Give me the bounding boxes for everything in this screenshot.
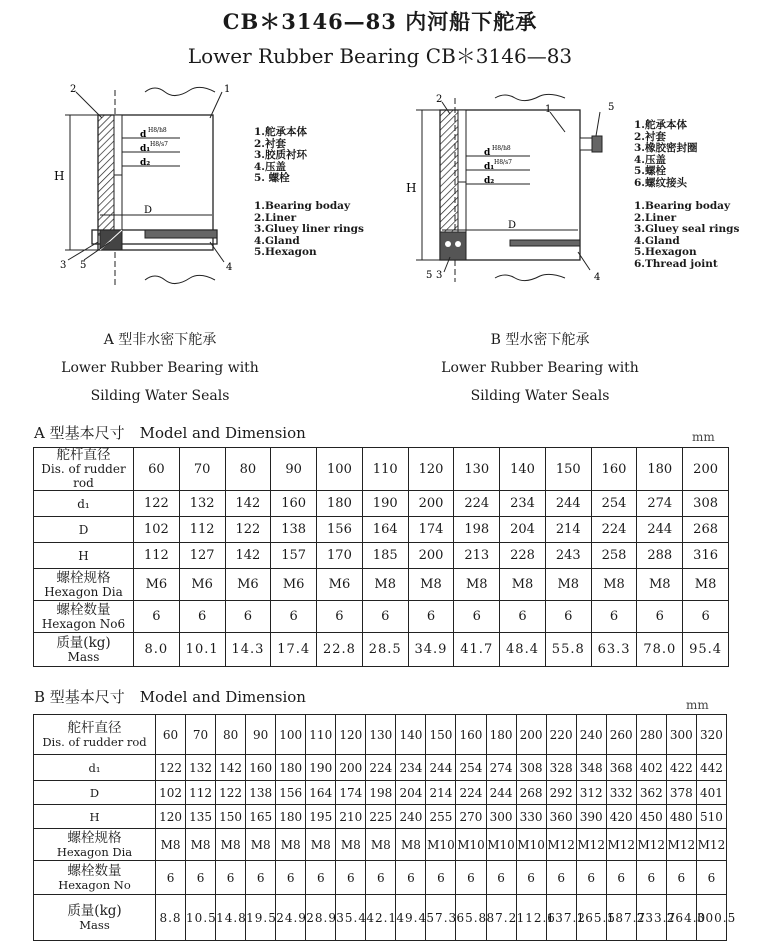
table-cell: 292 — [546, 781, 576, 805]
row-header: 舵杆直径 Dis. of rudder rod — [34, 715, 156, 755]
table-row — [34, 543, 729, 569]
table-cell: M12 — [666, 829, 696, 861]
drawing-b-callout-4: 4 — [594, 272, 601, 283]
table-cell: 268 — [516, 781, 546, 805]
table-cell: M12 — [546, 829, 576, 861]
table-cell: 137.2 — [546, 895, 576, 941]
drawing-a-dim-bigd: D — [144, 205, 153, 216]
table-cell: 142 — [225, 543, 271, 569]
table-cell: 160 — [591, 448, 637, 491]
table-cell: 228 — [500, 543, 546, 569]
table-cell: 10.1 — [179, 633, 225, 667]
table-row — [34, 601, 729, 633]
drawing-b-bearing — [400, 92, 630, 292]
table-cell: 288 — [637, 543, 683, 569]
drawing-a-tol-top: H8/h8 — [148, 127, 167, 134]
table-cell: 160 — [246, 755, 276, 781]
table-cell: 165.5 — [576, 895, 606, 941]
table-cell: 150 — [216, 805, 246, 829]
table-cell: 224 — [454, 491, 500, 517]
table-cell: 6 — [179, 601, 225, 633]
drawing-a-dim-d2: d₂ — [140, 158, 151, 168]
table-cell: 17.4 — [271, 633, 317, 667]
table-cell: M12 — [636, 829, 666, 861]
table-cell: 200 — [683, 448, 729, 491]
table-cell: 95.4 — [683, 633, 729, 667]
row-header: D — [34, 781, 156, 805]
table-cell: 190 — [362, 491, 408, 517]
row-header: 质量(kg) Mass — [34, 633, 134, 667]
table-cell: 6 — [216, 861, 246, 895]
row-header: 螺栓数量 Hexagon No6 — [34, 601, 134, 633]
table-cell: 270 — [456, 805, 486, 829]
table-row — [34, 633, 729, 667]
drawing-a-parts-en: 1.Bearing boday 2.Liner 3.Gluey liner rings 4.Gland 5.Hexagon — [254, 200, 364, 259]
table-cell: 90 — [271, 448, 317, 491]
table-cell: 450 — [636, 805, 666, 829]
table-row — [34, 895, 727, 941]
drawing-b-dim-bigd: D — [508, 220, 517, 231]
table-cell: 6 — [317, 601, 363, 633]
table-cell: 140 — [396, 715, 426, 755]
table-cell: 156 — [276, 781, 306, 805]
table-cell: 57.3 — [426, 895, 456, 941]
row-header: 质量(kg) Mass — [34, 895, 156, 941]
table-cell: 300.5 — [696, 895, 726, 941]
table-cell: 244 — [637, 517, 683, 543]
table-cell: 157 — [271, 543, 317, 569]
table-cell: 442 — [696, 755, 726, 781]
table-row — [34, 569, 729, 601]
table-cell: 135 — [186, 805, 216, 829]
table-cell: 6 — [276, 861, 306, 895]
table-cell: 240 — [576, 715, 606, 755]
table-cell: M6 — [134, 569, 180, 601]
table-row — [34, 861, 727, 895]
table-cell: 368 — [606, 755, 636, 781]
table-cell: M8 — [216, 829, 246, 861]
table-cell: 127 — [179, 543, 225, 569]
row-header: 螺栓规格 Hexagon Dia — [34, 569, 134, 601]
table-cell: 6 — [666, 861, 696, 895]
table-cell: 122 — [134, 491, 180, 517]
table-cell: 6 — [546, 861, 576, 895]
table-row — [34, 755, 727, 781]
table-cell: 204 — [396, 781, 426, 805]
table-cell: 35.4 — [336, 895, 366, 941]
table-row — [34, 517, 729, 543]
table-cell: M8 — [186, 829, 216, 861]
drawing-a-callout-1: 1 — [224, 84, 231, 95]
drawing-a-dim-h: H — [54, 169, 65, 183]
table-cell: 422 — [666, 755, 696, 781]
table-cell: 170 — [317, 543, 363, 569]
table-cell: 140 — [500, 448, 546, 491]
table-cell: 240 — [396, 805, 426, 829]
table-cell: 6 — [396, 861, 426, 895]
row-header: H — [34, 805, 156, 829]
table-cell: 195 — [306, 805, 336, 829]
table-cell: 174 — [408, 517, 454, 543]
table-cell: 34.9 — [408, 633, 454, 667]
table-row — [34, 715, 727, 755]
table-cell: 174 — [336, 781, 366, 805]
table-cell: 6 — [516, 861, 546, 895]
table-row — [34, 805, 727, 829]
table-cell: M10 — [426, 829, 456, 861]
table-cell: 360 — [546, 805, 576, 829]
table-cell: 6 — [500, 601, 546, 633]
table-cell: 49.4 — [396, 895, 426, 941]
table-cell: 165 — [246, 805, 276, 829]
table-cell: 130 — [366, 715, 396, 755]
table-cell: 122 — [225, 517, 271, 543]
table-cell: 185 — [362, 543, 408, 569]
row-header: D — [34, 517, 134, 543]
table-cell: 316 — [683, 543, 729, 569]
table-cell: 6 — [456, 861, 486, 895]
table-cell: 180 — [486, 715, 516, 755]
table-cell: 204 — [500, 517, 546, 543]
table-cell: 308 — [516, 755, 546, 781]
table-cell: 28.5 — [362, 633, 408, 667]
table-cell: 362 — [636, 781, 666, 805]
drawing-b-dim-d2: d₂ — [484, 176, 495, 186]
table-cell: 224 — [366, 755, 396, 781]
table-cell: 42.1 — [366, 895, 396, 941]
table-cell: M8 — [396, 829, 426, 861]
drawing-a-parts-cn: 1.舵承本体 2.衬套 3.胶质衬环 4.压盖 5. 螺栓 — [254, 126, 307, 185]
table-cell: 112 — [186, 781, 216, 805]
table-cell: 258 — [591, 543, 637, 569]
table-cell: 420 — [606, 805, 636, 829]
table-cell: M8 — [545, 569, 591, 601]
table-a-title: A 型基本尺寸 Model and Dimension — [34, 424, 306, 442]
table-cell: 200 — [336, 755, 366, 781]
table-cell: 6 — [306, 861, 336, 895]
table-cell: 328 — [546, 755, 576, 781]
row-header: H — [34, 543, 134, 569]
table-cell: 110 — [362, 448, 408, 491]
table-b — [33, 714, 737, 941]
table-cell: 300 — [666, 715, 696, 755]
drawing-a-bearing — [40, 80, 250, 300]
table-cell: 132 — [186, 755, 216, 781]
table-row — [34, 781, 727, 805]
table-cell: 480 — [666, 805, 696, 829]
drawing-b-callout-2: 2 — [436, 94, 443, 105]
table-cell: 60 — [156, 715, 186, 755]
table-cell: M12 — [696, 829, 726, 861]
table-cell: 164 — [362, 517, 408, 543]
table-cell: 60 — [134, 448, 180, 491]
table-cell: 198 — [366, 781, 396, 805]
table-cell: 200 — [408, 543, 454, 569]
table-cell: 348 — [576, 755, 606, 781]
table-cell: 244 — [426, 755, 456, 781]
drawing-a-caption: A 型非水密下舵承 Lower Rubber Bearing with Silding Water Seals — [61, 332, 259, 404]
table-cell: 243 — [545, 543, 591, 569]
table-cell: 180 — [276, 805, 306, 829]
table-cell: 70 — [179, 448, 225, 491]
table-cell: 6 — [486, 861, 516, 895]
table-cell: M6 — [317, 569, 363, 601]
table-cell: M8 — [156, 829, 186, 861]
table-cell: M8 — [336, 829, 366, 861]
table-cell: 255 — [426, 805, 456, 829]
table-cell: 224 — [591, 517, 637, 543]
row-header: 螺栓规格 Hexagon Dia — [34, 829, 156, 861]
table-a-unit: mm — [692, 430, 715, 444]
table-cell: 6 — [156, 861, 186, 895]
table-cell: M8 — [362, 569, 408, 601]
table-cell: 274 — [486, 755, 516, 781]
table-cell: 6 — [271, 601, 317, 633]
table-cell: 244 — [545, 491, 591, 517]
table-cell: 6 — [366, 861, 396, 895]
table-cell: M8 — [246, 829, 276, 861]
table-cell: 28.9 — [306, 895, 336, 941]
table-cell: 122 — [216, 781, 246, 805]
table-cell: 160 — [271, 491, 317, 517]
table-cell: 55.8 — [545, 633, 591, 667]
table-cell: 156 — [317, 517, 363, 543]
row-header: 舵杆直径 Dis. of rudder rod — [34, 448, 134, 491]
table-cell: 87.2 — [486, 895, 516, 941]
table-cell: 200 — [408, 491, 454, 517]
table-cell: M8 — [454, 569, 500, 601]
row-header: d₁ — [34, 755, 156, 781]
drawing-a-callout-2: 2 — [70, 84, 77, 95]
table-cell: 14.8 — [216, 895, 246, 941]
drawing-a-tol-mid: H8/s7 — [150, 141, 168, 148]
table-row — [34, 448, 729, 491]
table-cell: 220 — [546, 715, 576, 755]
table-cell: 41.7 — [454, 633, 500, 667]
drawing-b-tol-mid: H8/s7 — [494, 159, 512, 166]
table-cell: 320 — [696, 715, 726, 755]
table-row — [34, 491, 729, 517]
drawing-b-callout-5-bottom: 5 — [426, 270, 433, 281]
drawing-b-callout-5-top: 5 — [608, 102, 615, 113]
drawing-b-dim-d: d — [484, 148, 491, 158]
page-title-en: Lower Rubber Bearing CB＊3146—83 — [187, 44, 573, 68]
table-cell: M10 — [516, 829, 546, 861]
table-b-title: B 型基本尺寸 Model and Dimension — [34, 688, 306, 706]
page-title-cn: CB＊3146—83 内河船下舵承 — [222, 9, 538, 34]
table-cell: 142 — [216, 755, 246, 781]
table-cell: 6 — [637, 601, 683, 633]
table-a — [33, 447, 729, 667]
table-cell: 112 — [134, 543, 180, 569]
table-cell: 225 — [366, 805, 396, 829]
table-cell: M6 — [225, 569, 271, 601]
table-cell: 214 — [545, 517, 591, 543]
table-cell: 6 — [696, 861, 726, 895]
table-cell: 150 — [426, 715, 456, 755]
table-cell: 180 — [637, 448, 683, 491]
table-cell: 6 — [362, 601, 408, 633]
table-cell: M12 — [576, 829, 606, 861]
table-cell: M8 — [683, 569, 729, 601]
drawing-a-callout-5: 5 — [80, 260, 87, 271]
table-cell: 122 — [156, 755, 186, 781]
table-cell: 264.0 — [666, 895, 696, 941]
table-cell: 6 — [606, 861, 636, 895]
drawing-b-callout-1: 1 — [545, 104, 552, 115]
table-cell: 19.5 — [246, 895, 276, 941]
table-cell: 164 — [306, 781, 336, 805]
table-cell: 132 — [179, 491, 225, 517]
table-cell: 6 — [134, 601, 180, 633]
table-cell: 390 — [576, 805, 606, 829]
table-cell: 138 — [246, 781, 276, 805]
table-cell: 6 — [545, 601, 591, 633]
table-cell: M8 — [500, 569, 546, 601]
row-header: d₁ — [34, 491, 134, 517]
table-cell: 24.9 — [276, 895, 306, 941]
table-cell: 308 — [683, 491, 729, 517]
table-cell: 234 — [396, 755, 426, 781]
table-cell: 22.8 — [317, 633, 363, 667]
table-cell: 6 — [186, 861, 216, 895]
table-cell: 10.5 — [186, 895, 216, 941]
table-cell: 200 — [516, 715, 546, 755]
table-cell: 100 — [317, 448, 363, 491]
table-cell: 510 — [696, 805, 726, 829]
table-cell: 130 — [454, 448, 500, 491]
table-cell: 120 — [408, 448, 454, 491]
table-cell: 110 — [306, 715, 336, 755]
table-cell: 280 — [636, 715, 666, 755]
table-cell: 112 — [179, 517, 225, 543]
table-cell: 65.8 — [456, 895, 486, 941]
table-cell: M8 — [591, 569, 637, 601]
table-cell: 6 — [576, 861, 606, 895]
table-b-unit: mm — [686, 698, 709, 712]
table-cell: 213 — [454, 543, 500, 569]
table-cell: 401 — [696, 781, 726, 805]
table-cell: 120 — [156, 805, 186, 829]
table-cell: M8 — [306, 829, 336, 861]
table-cell: 78.0 — [637, 633, 683, 667]
table-cell: M8 — [637, 569, 683, 601]
table-cell: 8.0 — [134, 633, 180, 667]
table-cell: 8.8 — [156, 895, 186, 941]
table-cell: 6 — [246, 861, 276, 895]
table-cell: 48.4 — [500, 633, 546, 667]
table-cell: M8 — [276, 829, 306, 861]
row-header: 螺栓数量 Hexagon No — [34, 861, 156, 895]
table-cell: 332 — [606, 781, 636, 805]
table-cell: 102 — [156, 781, 186, 805]
table-cell: 160 — [456, 715, 486, 755]
drawing-a-callout-3: 3 — [60, 260, 67, 271]
table-cell: 63.3 — [591, 633, 637, 667]
table-cell: 198 — [454, 517, 500, 543]
table-cell: 402 — [636, 755, 666, 781]
table-cell: 6 — [454, 601, 500, 633]
table-cell: 260 — [606, 715, 636, 755]
table-cell: 312 — [576, 781, 606, 805]
table-cell: 300 — [486, 805, 516, 829]
table-cell: 6 — [225, 601, 271, 633]
table-cell: 378 — [666, 781, 696, 805]
table-cell: 180 — [276, 755, 306, 781]
table-cell: 6 — [636, 861, 666, 895]
drawing-b-parts-en: 1.Bearing boday 2.Liner 3.Gluey seal rings 4.Gland 5.Hexagon 6.Thread joint — [634, 200, 740, 270]
table-cell: 112.6 — [516, 895, 546, 941]
table-cell: 274 — [637, 491, 683, 517]
table-cell: 254 — [456, 755, 486, 781]
table-cell: 210 — [336, 805, 366, 829]
drawing-a-dim-d1: d₁ — [140, 144, 151, 154]
table-cell: 102 — [134, 517, 180, 543]
table-cell: 70 — [186, 715, 216, 755]
table-cell: 180 — [317, 491, 363, 517]
drawing-b-parts-cn: 1.舵承本体 2.衬套 3.橡胶密封圈 4.压盖 5.螺栓 6.螺纹接头 — [634, 119, 698, 189]
table-cell: 100 — [276, 715, 306, 755]
table-cell: 6 — [591, 601, 637, 633]
drawing-a-dim-d: d — [140, 130, 147, 140]
drawing-b-dim-d1: d₁ — [484, 162, 495, 172]
table-cell: M8 — [366, 829, 396, 861]
table-cell: 187.7 — [606, 895, 636, 941]
table-cell: 224 — [456, 781, 486, 805]
table-cell: 80 — [225, 448, 271, 491]
drawing-b-tol-top: H8/h8 — [492, 145, 511, 152]
table-cell: M12 — [606, 829, 636, 861]
drawing-b-caption: B 型水密下舵承 Lower Rubber Bearing with Silding Water Seals — [441, 332, 639, 404]
table-cell: 233.7 — [636, 895, 666, 941]
table-cell: 190 — [306, 755, 336, 781]
table-cell: M6 — [179, 569, 225, 601]
table-cell: 6 — [683, 601, 729, 633]
table-cell: 150 — [545, 448, 591, 491]
table-cell: 14.3 — [225, 633, 271, 667]
table-cell: M10 — [456, 829, 486, 861]
drawing-b-callout-3: 3 — [436, 270, 443, 281]
table-cell: 138 — [271, 517, 317, 543]
table-row — [34, 829, 727, 861]
table-cell: 120 — [336, 715, 366, 755]
table-cell: 6 — [336, 861, 366, 895]
table-cell: 330 — [516, 805, 546, 829]
table-cell: 6 — [426, 861, 456, 895]
table-cell: 268 — [683, 517, 729, 543]
table-cell: 6 — [408, 601, 454, 633]
table-cell: M6 — [271, 569, 317, 601]
drawing-b-dim-h: H — [406, 181, 417, 195]
table-cell: 214 — [426, 781, 456, 805]
table-cell: 80 — [216, 715, 246, 755]
table-cell: M8 — [408, 569, 454, 601]
table-cell: 142 — [225, 491, 271, 517]
table-cell: 90 — [246, 715, 276, 755]
table-cell: 234 — [500, 491, 546, 517]
table-cell: 254 — [591, 491, 637, 517]
table-cell: 244 — [486, 781, 516, 805]
drawing-a-callout-4: 4 — [226, 262, 233, 273]
table-cell: M10 — [486, 829, 516, 861]
